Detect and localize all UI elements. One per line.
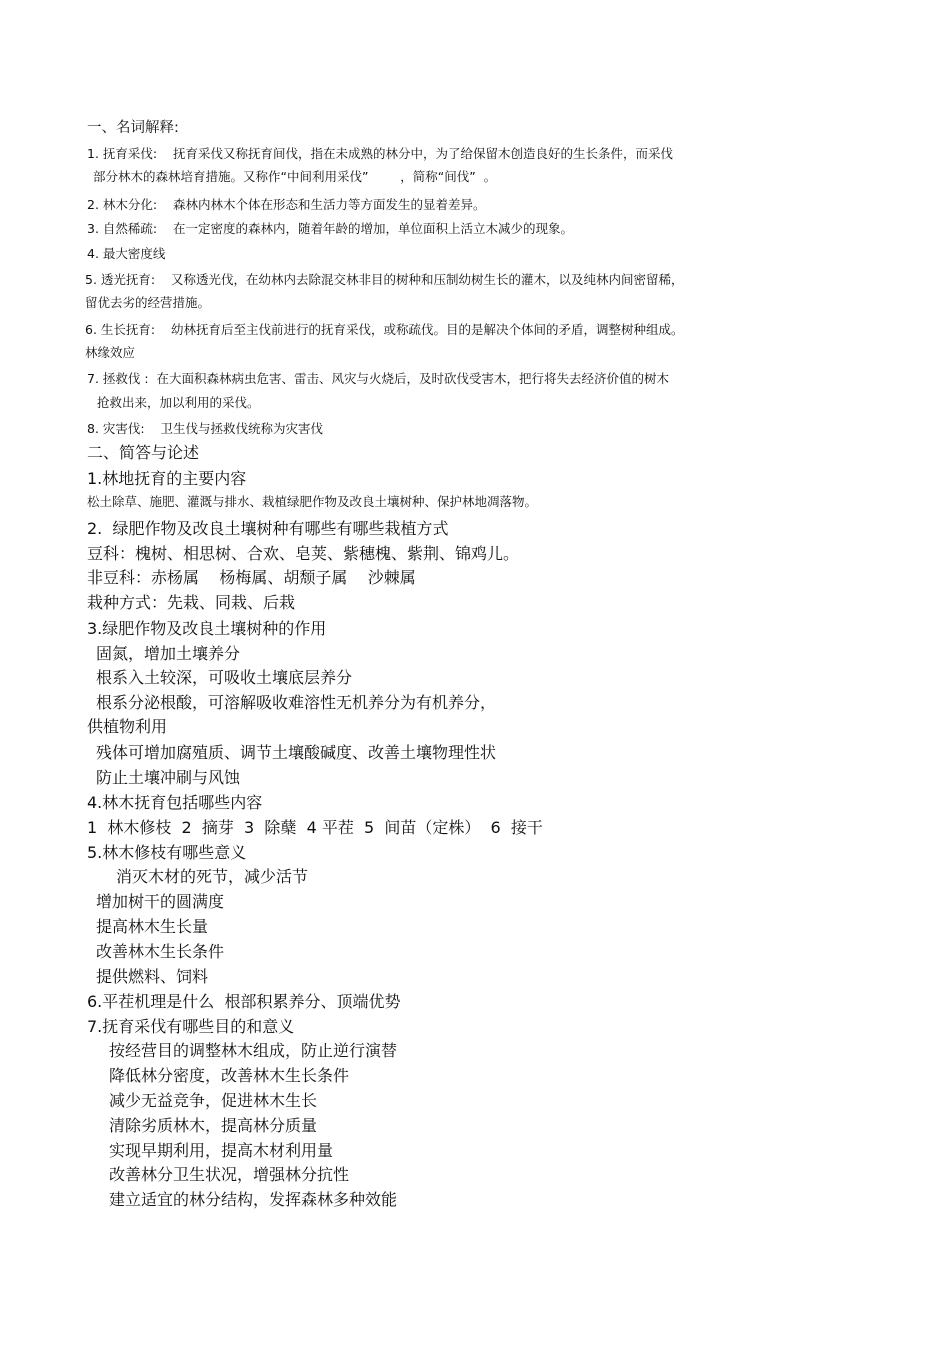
section-heading-questions: 二、简答与论述 [87, 443, 200, 462]
answer-line: 根系分泌根酸，可溶解吸收难溶性无机养分为有机养分， [96, 693, 497, 712]
answer-line: 降低林分密度，改善林木生长条件 [109, 1066, 350, 1085]
definition-item: 4. 最大密度线 [87, 246, 166, 261]
question-title: 2. 绿肥作物及改良土壤树种有哪些有哪些栽植方式 [87, 519, 449, 538]
definition-item: 林缘效应 [85, 345, 136, 360]
answer-line: 供植物利用 [87, 717, 168, 736]
answer-line: 栽种方式：先栽、同栽、后栽 [87, 593, 296, 612]
definition-item: 1. 抚育采伐: 抚育采伐又称抚育间伐，指在未成熟的林分中，为了给保留木创造良好的生长条件，而采伐 [87, 146, 674, 161]
answer-line: 提供燃料、饲料 [96, 967, 209, 986]
answer-line: 防止土壤冲刷与风蚀 [96, 768, 241, 787]
answer-line: 改善林分卫生状况，增强林分抗性 [109, 1165, 350, 1184]
definition-item-continuation: 抢救出来，加以利用的采伐。 [97, 395, 260, 410]
answer-line: 清除劣质林木，提高林分质量 [109, 1116, 318, 1135]
answer-line: 减少无益竞争，促进林木生长 [109, 1091, 318, 1110]
answer-line: 根系入土较深，可吸收土壤底层养分 [96, 668, 353, 687]
section-heading-definitions: 一、名词解释: [87, 120, 179, 136]
question-title: 7.抚育采伐有哪些目的和意义 [87, 1017, 295, 1036]
answer-line: 非豆科：赤杨属 杨梅属、胡颓子属 沙棘属 [87, 568, 416, 587]
answer-line: 建立适宜的林分结构，发挥森林多种效能 [109, 1190, 398, 1209]
definition-item-continuation: 部分林木的森林培育措施。又称作“中间利用采伐” ，简称“间伐” 。 [93, 169, 497, 184]
definition-item: 2. 林木分化: 森林内林木个体在形态和生活力等方面发生的显着差异。 [87, 197, 486, 212]
answer-text: 松土除草、施肥、灌溉与排水、栽植绿肥作物及改良土壤树种、保护林地凋落物。 [87, 494, 538, 509]
answer-line: 改善林木生长条件 [96, 942, 225, 961]
definition-item: 5. 透光抚育: 又称透光伐，在幼林内去除混交林非目的树种和压制幼树生长的灌木，以及纯林内间密留稀， [85, 272, 684, 287]
answer-line: 固氮，增加土壤养分 [96, 644, 241, 663]
definition-item: 7. 拯救伐 : 在大面积森林病虫危害、雷击、风灾与火烧后，及时砍伐受害木，把行将失去经济价值的树木 [87, 371, 670, 386]
answer-line: 消灭木材的死节，减少活节 [116, 867, 309, 886]
question-title: 4.林木抚育包括哪些内容 [87, 793, 263, 812]
definition-item: 8. 灾害伐: 卫生伐与拯救伐统称为灾害伐 [87, 421, 324, 436]
question-title: 3.绿肥作物及改良土壤树种的作用 [87, 619, 327, 638]
question-title: 1.林地抚育的主要内容 [87, 469, 247, 488]
answer-line: 豆科：槐树、相思树、合欢、皂荚、紫穗槐、紫荆、锦鸡儿。 [87, 544, 520, 563]
definition-item: 6. 生长抚育: 幼林抚育后至主伐前进行的抚育采伐，或称疏伐。目的是解决个体间的矛盾，调整树种组成。 [85, 322, 684, 337]
answer-line: 提高林木生长量 [96, 917, 209, 936]
question-title: 6.平茬机理是什么 根部积累养分、顶端优势 [87, 992, 401, 1011]
answer-line: 1 林木修枝 2 摘芽 3 除蘖 4 平茬 5 间苗（定株） 6 接干 [87, 818, 543, 837]
answer-line: 残体可增加腐殖质、调节土壤酸碱度、改善土壤物理性状 [96, 743, 497, 762]
question-title: 5.林木修枝有哪些意义 [87, 843, 247, 862]
answer-line: 按经营目的调整林木组成，防止逆行演替 [109, 1041, 398, 1060]
answer-line: 实现早期利用，提高木材利用量 [109, 1141, 334, 1160]
definition-item: 3. 自然稀疏: 在一定密度的森林内，随着年龄的增加，单位面积上活立木减少的现象。 [87, 221, 574, 236]
answer-line: 增加树干的圆满度 [96, 892, 225, 911]
definition-item-continuation: 留优去劣的经营措施。 [85, 295, 211, 310]
